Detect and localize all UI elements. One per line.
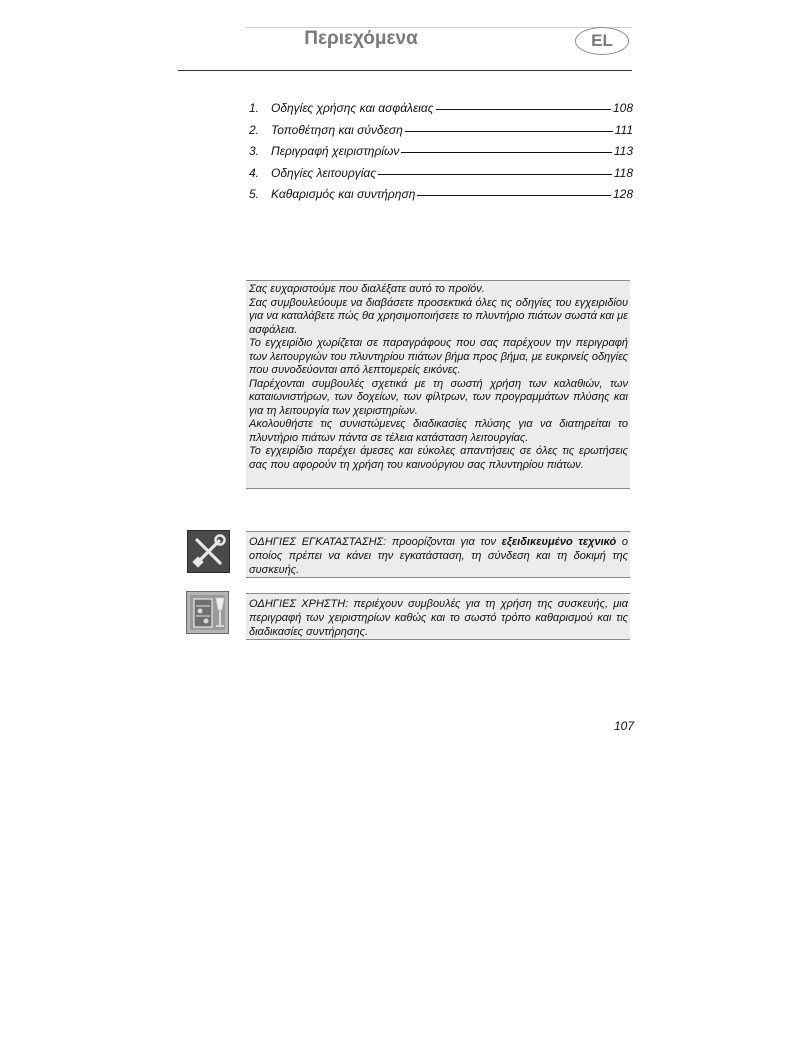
toc-entry[interactable] bbox=[249, 101, 633, 123]
toc-entry[interactable] bbox=[249, 166, 633, 188]
toc-leader-line bbox=[417, 195, 611, 196]
toc-entry-page: 113 bbox=[613, 144, 633, 158]
toc-entry-number: 5. bbox=[249, 187, 260, 201]
toc-entry[interactable] bbox=[249, 187, 633, 209]
page-number: 107 bbox=[613, 719, 634, 733]
toc-leader-line bbox=[401, 152, 612, 153]
toc-entry[interactable] bbox=[249, 123, 633, 145]
toc-leader-line bbox=[405, 131, 613, 132]
toc-entry-title: Τοποθέτηση και σύνδεση bbox=[271, 122, 403, 137]
user-note-text: ΟΔΗΓΙΕΣ ΧΡΗΣΤΗ: περιέχουν συμβουλές για τη χρήση της συσκευής, μια περιγραφή των χειριστηρίων καθώς και το σωστό τρόπο καθαρισμού και τις διαδικασίες συντήρησης. bbox=[249, 598, 628, 638]
installation-note-text: ΟΔΗΓΙΕΣ ΕΓΚΑΤΑΣΤΑΣΗΣ: προορίζονται για τον bbox=[249, 536, 502, 548]
toc-entry-title: Περιγραφή χειριστηρίων bbox=[271, 144, 400, 158]
intro-paragraph: Το εγχειρίδιο χωρίζεται σε παραγράφους που σας παρέχουν την περιγραφή των λειτουργιών του πλυντηρίου πιάτων βήμα προς βήμα, με ευκρινείς οδηγίες που συνοδεύονται από λεπτομερείς εικόνες. bbox=[249, 337, 628, 376]
toc-entry-page: 128 bbox=[612, 187, 633, 201]
language-badge: EL bbox=[575, 27, 629, 55]
tools-icon bbox=[187, 530, 230, 573]
header-divider bbox=[178, 70, 632, 71]
installation-instructions-note bbox=[246, 531, 630, 578]
toc-entry-title: Οδηγίες λειτουργίας bbox=[271, 165, 377, 180]
installation-note-bold: εξειδικευμένο τεχνικό bbox=[501, 536, 617, 548]
intro-paragraph: Το εγχειρίδιο παρέχει άμεσες και εύκολες απαντήσεις σε όλες τις ερωτήσεις σας που αφορούν τη χρήση του καινούργιου σας πλυντηρίου πιάτων. bbox=[249, 445, 628, 471]
table-of-contents bbox=[249, 101, 633, 209]
dishwasher-user-icon bbox=[186, 591, 229, 634]
toc-leader-line bbox=[436, 109, 611, 110]
toc-entry-title: Καθαρισμός και συντήρηση bbox=[271, 187, 416, 201]
toc-entry-page: 118 bbox=[613, 165, 633, 180]
intro-paragraph: Σας ευχαριστούμε που διαλέξατε αυτό το προϊόν. bbox=[249, 283, 485, 295]
toc-entry-number: 4. bbox=[249, 165, 260, 180]
toc-entry-number: 2. bbox=[249, 122, 260, 137]
page-title: Περιεχόμενα bbox=[304, 28, 418, 49]
toc-entry-page: 108 bbox=[612, 101, 633, 115]
toc-leader-line bbox=[378, 174, 612, 175]
toc-entry-page: 111 bbox=[614, 122, 633, 137]
installation-note-text-end: ο οποίος πρέπει να κάνει την εγκατάσταση, τη σύνδεση και τη δοκιμή της συσκευής. bbox=[249, 536, 628, 576]
toc-entry-title: Οδηγίες χρήσης και ασφάλειας bbox=[271, 101, 434, 115]
user-instructions-note bbox=[246, 593, 630, 640]
intro-paragraph: Σας συμβουλεύουμε να διαβάσετε προσεκτικά όλες τις οδηγίες του εγχειριδίου για να καταλάβετε πώς θα χρησιμοποιήσετε το πλυντήριο πιάτων σωστά και με ασφάλεια. bbox=[249, 296, 628, 336]
intro-paragraph: Ακολουθήστε τις συνιστώμενες διαδικασίες πλύσης για να διατηρείται το πλυντήριο πιάτων πάντα σε τέλεια κατάσταση λειτουργίας. bbox=[249, 418, 628, 444]
toc-entry-number: 1. bbox=[249, 101, 260, 115]
toc-entry[interactable] bbox=[249, 144, 633, 166]
toc-entry-number: 3. bbox=[249, 144, 260, 158]
intro-paragraph: Παρέχονται συμβουλές σχετικά με τη σωστή χρήση των καλαθιών, των καταιωνιστήρων, των δοχείων, των φίλτρων, των προγραμμάτων πλύσης και για τη λειτουργία των χειριστηρίων. bbox=[249, 377, 628, 417]
intro-box bbox=[246, 280, 630, 489]
